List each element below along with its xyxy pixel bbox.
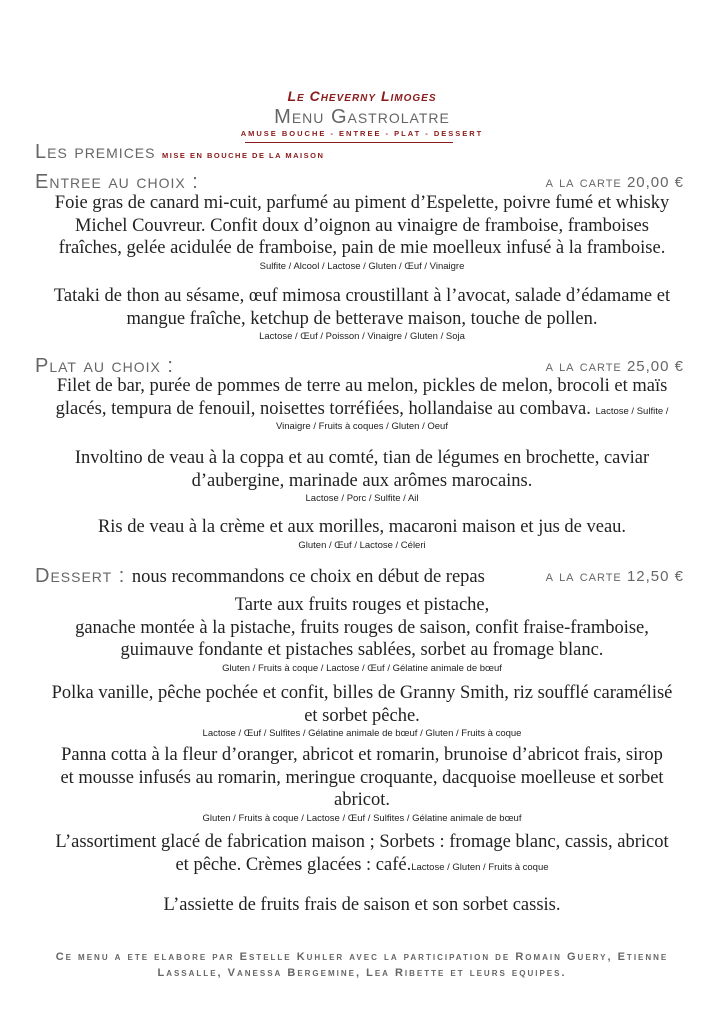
dish-line: et sorbet pêche. <box>304 705 420 726</box>
dish-line: Involtino de veau à la coppa et au comté, tian de légumes en brochette, caviar <box>74 448 650 468</box>
footer-line: Ce menu a ete elabore par Estelle Kuhler avec la participation de Romain Guery, Etienne <box>55 951 669 963</box>
courses-subtitle: AMUSE BOUCHE - ENTREE - PLAT - DESSERT <box>240 129 484 138</box>
entree-price: a la carte 20,00 € <box>545 174 684 191</box>
restaurant-name: Le Cheverny Limoges <box>287 88 437 104</box>
dessert-note: nous recommandons ce choix en début de repas <box>131 567 485 587</box>
dish-line: Foie gras de canard mi-cuit, parfumé au piment d’Espelette, poivre fumé et whisky <box>54 193 670 213</box>
dish-line: glacés, tempura de fenouil, noisettes torréfiées, hollandaise au combava. <box>55 398 591 419</box>
menu-title: Menu Gastrolatre <box>274 106 450 128</box>
allergens: Lactose / Œuf / Sulfites / Gélatine animale de bœuf / Gluten / Fruits à coque <box>202 728 522 739</box>
dish-line: Michel Couvreur. Confit doux d’oignon au vinaigre de framboise, framboises <box>75 215 649 236</box>
dish-assortiment-glace <box>0 831 724 876</box>
dish-line: guimauve fondante et pistaches sablées, sorbet au fromage blanc. <box>120 640 604 660</box>
inline-allergens: Lactose / Sulfite / <box>595 405 669 417</box>
plat-heading: Plat au choix : <box>35 355 174 377</box>
allergens: Gluten / Œuf / Lactose / Céleri <box>298 539 426 551</box>
dish-tataki <box>0 285 724 343</box>
premices-title: Les premices <box>35 141 156 163</box>
inline-allergens: Lactose / Gluten / Fruits à coque <box>411 861 549 873</box>
dish-involtino <box>0 447 724 505</box>
dish-line: et pêche. Crèmes glacées : café. <box>175 854 412 875</box>
dish-tarte <box>0 594 724 675</box>
plat-price: a la carte 25,00 € <box>545 358 684 375</box>
allergens: Sulfite / Alcool / Lactose / Gluten / Œuf / Vinaigre <box>259 260 465 272</box>
allergens: Vinaigre / Fruits à coques / Gluten / Oeuf <box>276 421 448 432</box>
dish-line: Tataki de thon au sésame, œuf mimosa croustillant à l’avocat, salade d’édamame et <box>53 286 671 306</box>
dish-line: Ris de veau à la crème et aux morilles, macaroni maison et jus de veau. <box>97 517 627 537</box>
allergens: Lactose / Porc / Sulfite / Ail <box>305 493 419 504</box>
dessert-title: Dessert : <box>35 565 126 587</box>
dish-line: fraîches, gelée acidulée de framboise, pain de mie moelleux infusé à la framboise. <box>58 238 666 258</box>
footer-line: Lassalle, Vanessa Bergemine, Lea Ribette et leurs equipes. <box>157 967 567 979</box>
dish-line: Filet de bar, purée de pommes de terre au melon, pickles de melon, brocoli et maïs <box>56 376 668 396</box>
dessert-heading <box>35 565 485 588</box>
credits-footer <box>0 949 724 981</box>
premices-heading <box>35 141 324 164</box>
dish-assiette-fruits <box>0 894 724 917</box>
dish-line: et mousse infusés au romarin, meringue croquante, dacquoise moelleuse et sorbet <box>60 767 664 788</box>
entree-heading: Entree au choix : <box>35 171 199 193</box>
allergens: Gluten / Fruits à coque / Lactose / Œuf / Gélatine animale de bœuf <box>222 662 502 674</box>
dish-line: L’assortiment glacé de fabrication maison ; Sorbets : fromage blanc, cassis, abricot <box>55 832 669 852</box>
dish-line: abricot. <box>334 790 390 810</box>
dish-line: Panna cotta à la fleur d’oranger, abricot et romarin, brunoise d’abricot frais, sirop <box>61 745 663 765</box>
premices-subtitle: MISE EN BOUCHE DE LA MAISON <box>162 151 325 160</box>
allergens: Gluten / Fruits à coque / Lactose / Œuf / Sulfites / Gélatine animale de bœuf <box>202 812 522 824</box>
dish-foie-gras <box>0 192 724 273</box>
dish-line: Tarte aux fruits rouges et pistache, <box>234 595 490 615</box>
dish-filet-de-bar <box>0 375 724 433</box>
dessert-price: a la carte 12,50 € <box>545 568 684 585</box>
allergens: Lactose / Œuf / Poisson / Vinaigre / Gluten / Soja <box>259 331 465 342</box>
dish-panna-cotta <box>0 744 724 825</box>
dish-line: mangue fraîche, ketchup de betterave maison, touche de pollen. <box>126 308 598 329</box>
dish-ris-de-veau <box>0 516 724 552</box>
dish-line: Polka vanille, pêche pochée et confit, billes de Granny Smith, riz soufflé caramélisé <box>51 683 673 703</box>
dish-line: ganache montée à la pistache, fruits rouges de saison, confit fraise-framboise, <box>75 617 649 638</box>
dish-polka <box>0 682 724 740</box>
dish-line: d’aubergine, marinade aux arômes marocains. <box>191 470 533 491</box>
dish-line: L’assiette de fruits frais de saison et son sorbet cassis. <box>163 895 561 915</box>
